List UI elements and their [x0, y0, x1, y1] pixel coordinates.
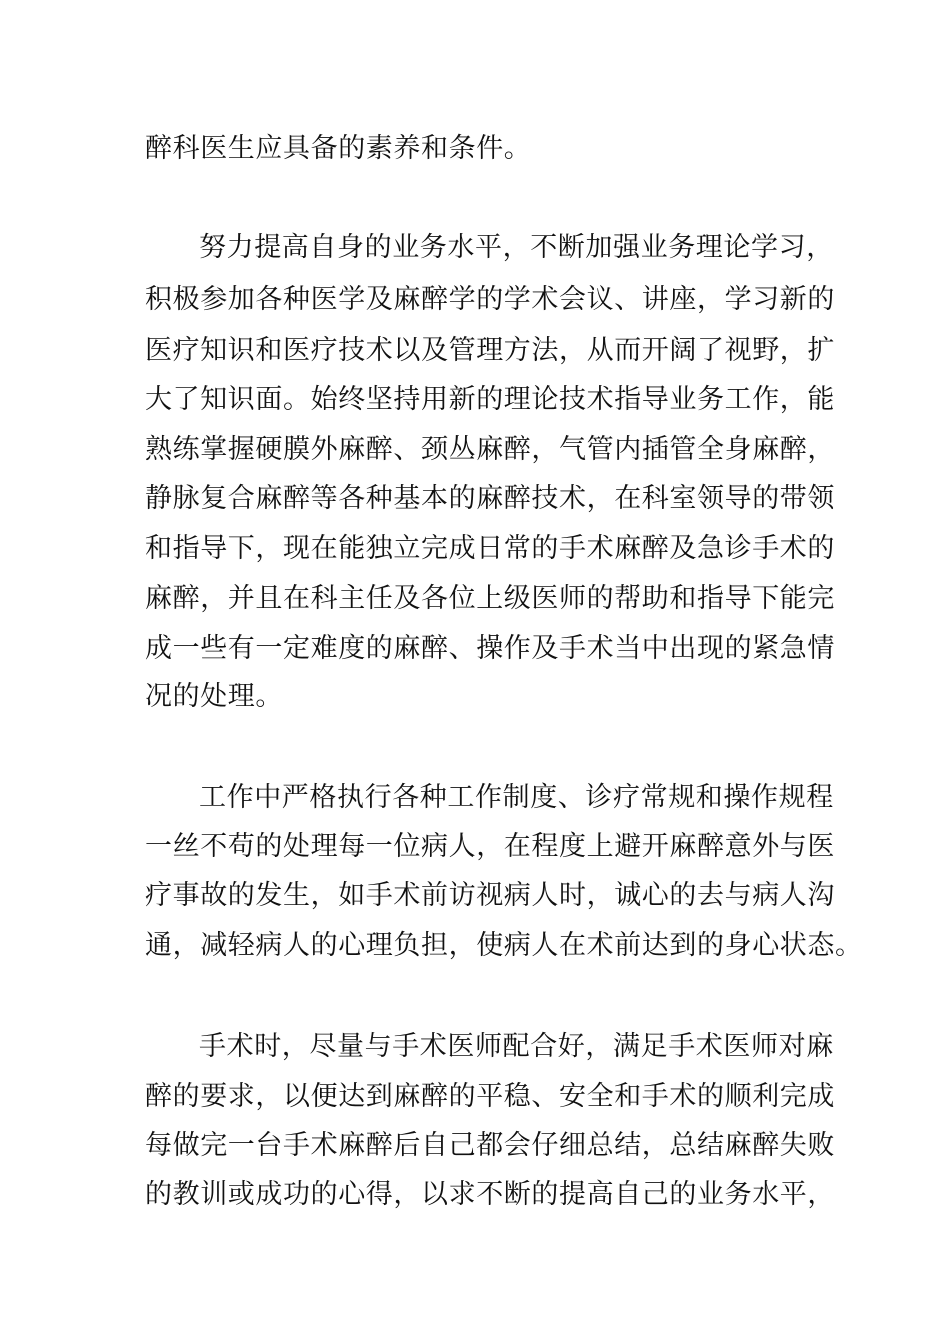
paragraph-line: 的教训或成功的心得，以求不断的提高自己的业务水平，: [145, 1179, 835, 1210]
paragraph-line: 麻醉，并且在科主任及各位上级医师的帮助和指导下能完: [145, 583, 835, 614]
paragraph-line: 通，减轻病人的心理负担，使病人在术前达到的身心状态。: [145, 930, 863, 961]
paragraph-line: 努力提高自身的业务水平，不断加强业务理论学习，: [199, 232, 834, 263]
paragraph-line: 工作中严格执行各种工作制度、诊疗常规和操作规程: [199, 782, 834, 813]
paragraph-line: 疗事故的发生，如手术前访视病人时，诚心的去与病人沟: [145, 880, 835, 911]
paragraph-line: 况的处理。: [145, 681, 283, 712]
paragraph-line: 熟练掌握硬膜外麻醉、颈丛麻醉，气管内插管全身麻醉，: [145, 434, 835, 465]
paragraph-line: 手术时，尽量与手术医师配合好，满足手术医师对麻: [199, 1031, 834, 1062]
paragraph-line: 医疗知识和医疗技术以及管理方法，从而开阔了视野，扩: [145, 335, 835, 366]
paragraph-line: 每做完一台手术麻醉后自己都会仔细总结，总结麻醉失败: [145, 1130, 835, 1161]
paragraph-line: 和指导下，现在能独立完成日常的手术麻醉及急诊手术的: [145, 533, 835, 564]
paragraph-line: 醉的要求，以便达到麻醉的平稳、安全和手术的顺利完成: [145, 1081, 835, 1112]
paragraph-line: 成一些有一定难度的麻醉、操作及手术当中出现的紧急情: [145, 633, 835, 664]
paragraph-line: 静脉复合麻醉等各种基本的麻醉技术，在科室领导的带领: [145, 483, 835, 514]
paragraph-line: 一丝不苟的处理每一位病人，在程度上避开麻醉意外与医: [145, 831, 835, 862]
paragraph-line: 醉科医生应具备的素养和条件。: [145, 133, 532, 164]
paragraph-line: 大了知识面。始终坚持用新的理论技术指导业务工作，能: [145, 384, 835, 415]
paragraph-line: 积极参加各种医学及麻醉学的学术会议、讲座，学习新的: [145, 284, 835, 315]
